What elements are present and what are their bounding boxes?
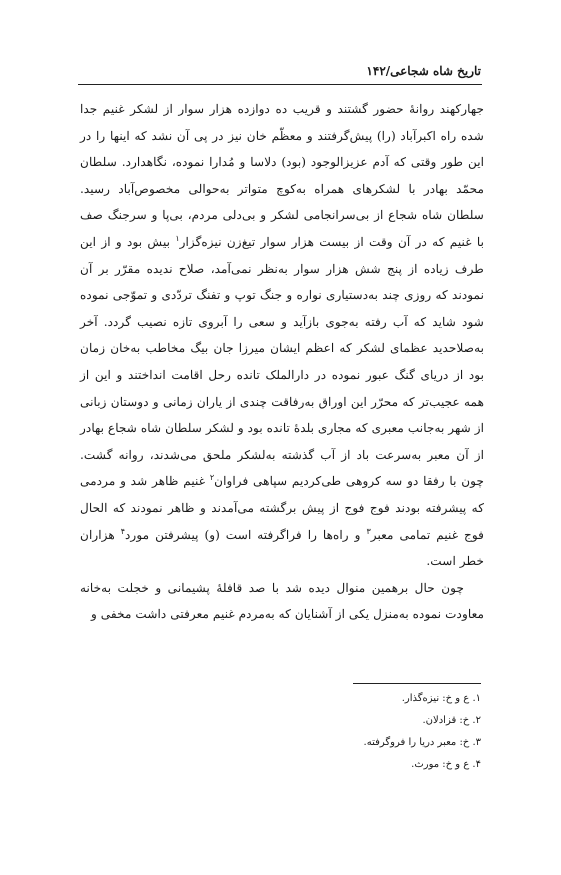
text-segment: غنیم ظاهر شد و مردمی که پیشرفته بودند فوج فوج از پیش برگشته می‌آمدند و ظاهر نمودند که الحال فوج غنیم تمامی معبر [80,474,484,542]
footnote-ref-2[interactable]: ۲ [209,473,215,483]
footnote-ref-4[interactable]: ۴ [120,526,125,536]
footnote-4: ۴. ع و خ: مورث. [411,759,481,770]
header-divider [78,84,482,85]
main-text [80,96,484,628]
text-segment: جهارکهند روانهٔ حضور گشتند و قریب ده دوازده هزار سوار از لشکر غنیم جدا شده راه اکبرآباد (را) پیش‌گرفتند و معظّم خان نیز در پی آن نشد که اینها را در این طور وقتی که آدم عزیزالوجود (بود) دلاسا و مُدارا نموده، نگاهدارد. سلطان محمّد بهادر با لشکرهای همراه به‌کوچ متواتر به‌حوالی مخصوص‌آباد رسید. سلطان شاه شجاع از بی‌سرانجامی لشکر و بی‌دلی مردم، بی‌پا و سرجنگ صف با غنیم که در آن وقت از بیست هزار سوار تیغ‌زن نیزه‌گزار [80,102,484,249]
running-header: تاریخ شاه شجاعی/۱۴۲ [366,64,481,78]
footnote-2: ۲. خ: قزادلان. [422,715,481,726]
footnote-divider [353,683,481,684]
footnote-ref-3[interactable]: ۳ [366,526,371,536]
text-segment: بیش بود و از این طرف زیاده از پنج شش هزار سوار به‌نظر نمی‌آمد، صلاح ندیده مقرّر بر آن نمودند که روزی چند به‌دستیاری نواره و جنگ توپ و تفنگ تردّدی و تموّجی نموده شود شاید که آب رفته به‌جوی بازآید و سعی را آبروی تازه نصیب گردد. آخر به‌صلاحدید عظمای لشکر که اعظم ایشان میرزا جان بیگ مخاطب به‌خان زمان بود از دریای گنگ عبور نموده در دارالملک تانده رحل اقامت انداختند و این از همه عجیب‌تر که محرّر این اوراق به‌رفاقت چندی از یاران زمانی و دوستان زبانی از شهر به‌جانب معبری که مجاری بلدهٔ تانده بود و لشکر سلطان شاه شجاع بهادر از آن معبر به‌سرعت باد از آب گذشته به‌لشکر ملحق می‌شدند، روانه گشت. چون با رفقا دو سه کروهی طی‌کردیم سپاهی فراوان [80,234,485,489]
footnote-1: ۱. ع و خ: نیزه‌گذار. [401,693,481,704]
text-segment: و راه‌ها را فراگرفته است (و) پیشرفتن مورد [125,527,367,542]
paragraph-2: چون حال برهمین منوال دیده شد با صد قافلهٔ پشیمانی و خجلت به‌خانه معاودت نموده به‌منزل یکی از آشنایان که به‌مردم غنیم معرفتی داشت مخفی و [80,580,484,622]
footnotes-list [181,688,481,776]
paragraph-1 [80,96,484,575]
footnote-ref-1[interactable]: ۱ [175,233,180,243]
footnote-3: ۳. خ: معبر دریا را فروگرفته. [363,737,481,748]
text-segment: هزاران خطر است. [80,527,484,569]
